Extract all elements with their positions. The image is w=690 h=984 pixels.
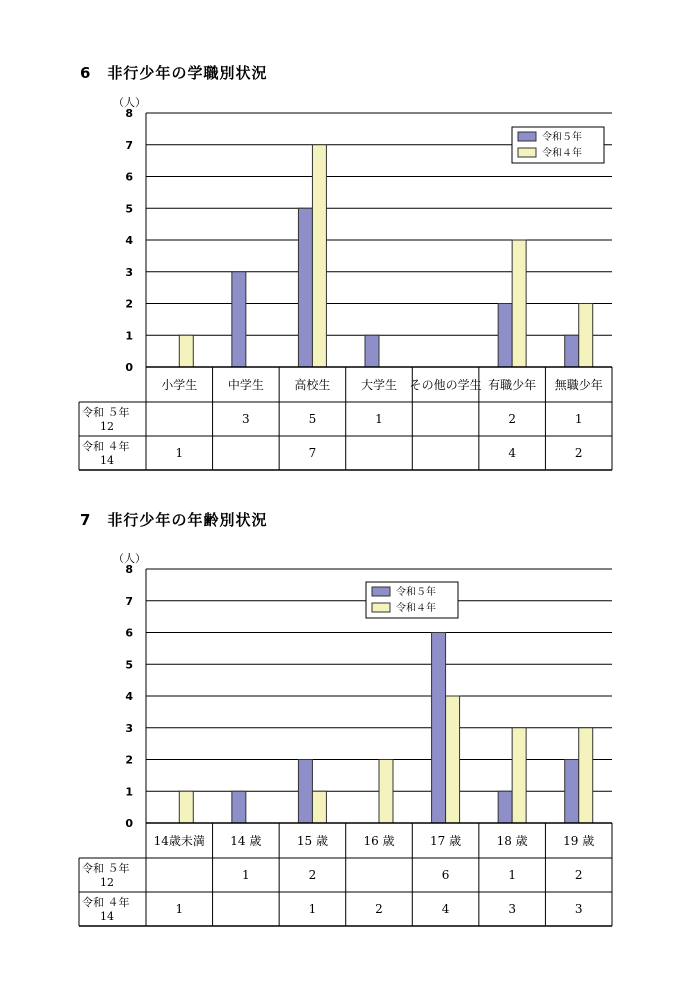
bar-series1 [232, 791, 246, 823]
bar-series2 [379, 760, 393, 824]
legend-swatch-series1 [372, 587, 390, 596]
y-tick-label: 2 [125, 753, 133, 767]
y-tick-label: 4 [125, 234, 133, 247]
category-label: 無職少年 [554, 378, 603, 392]
bar-series1 [565, 760, 579, 824]
table-cell-value: 2 [308, 868, 317, 882]
category-label: 14歳未満 [153, 834, 205, 848]
y-tick-label: 8 [125, 107, 133, 120]
table-cell-value: 1 [508, 868, 516, 882]
bar-series2 [579, 728, 593, 823]
legend-label-series2: 令和４年 [396, 603, 436, 614]
table-cell-value: 3 [574, 902, 583, 916]
row-label-year: 令和 ４年 [82, 896, 130, 909]
legend-label-series1: 令和５年 [542, 132, 582, 143]
row-label-total: 14 [100, 910, 114, 923]
table-cell-value: 1 [242, 868, 250, 882]
table-cell-value: 2 [508, 412, 516, 426]
category-label: その他の学生 [409, 378, 482, 392]
section-title-age: 7 非行少年の年齢別状況 [80, 511, 268, 529]
category-label: 15 歳 [296, 834, 328, 848]
row-label-year: 令和 ４年 [82, 440, 130, 453]
y-tick-label: 0 [125, 361, 133, 374]
y-tick-label: 0 [125, 817, 133, 830]
legend-label-series2: 令和４年 [542, 148, 582, 159]
y-tick-label: 3 [125, 721, 133, 735]
category-label: 19 歳 [563, 834, 595, 848]
category-label: 小学生 [161, 378, 198, 392]
y-tick-label: 6 [125, 170, 133, 184]
table-cell-value: 1 [308, 902, 317, 916]
bar-series2 [446, 696, 460, 823]
table-cell-value: 2 [574, 446, 583, 460]
legend-swatch-series2 [372, 603, 390, 612]
table-cell-value: 3 [508, 902, 516, 916]
category-label: 14 歳 [230, 834, 262, 848]
category-label: 17 歳 [430, 834, 462, 848]
category-label: 18 歳 [496, 834, 528, 848]
bar-series2 [179, 791, 193, 823]
table-cell-value: 3 [242, 412, 250, 426]
row-label-year: 令和 ５年 [82, 862, 130, 875]
row-label-total: 14 [100, 454, 114, 467]
y-tick-label: 7 [125, 594, 133, 608]
y-tick-label: 2 [125, 297, 133, 311]
y-tick-label: 5 [125, 202, 133, 216]
table-cell-value: 1 [375, 412, 383, 426]
bar-series1 [432, 633, 446, 824]
row-label-total: 12 [100, 876, 114, 889]
y-unit-label: （人） [113, 552, 146, 565]
category-label: 高校生 [294, 378, 331, 392]
table-cell-value: 1 [574, 412, 583, 426]
y-tick-label: 4 [125, 690, 133, 703]
y-tick-label: 8 [125, 563, 133, 576]
legend-label-series1: 令和５年 [396, 587, 436, 598]
section-title-occupation: 6 非行少年の学職別状況 [80, 64, 268, 82]
y-tick-label: 6 [125, 626, 133, 640]
category-label: 有職少年 [488, 378, 537, 392]
table-cell-value: 2 [375, 902, 383, 916]
category-label: 16 歳 [363, 834, 395, 848]
y-tick-label: 1 [125, 329, 133, 343]
bar-series2 [312, 791, 326, 823]
y-tick-label: 5 [125, 658, 133, 672]
category-label: 中学生 [227, 378, 264, 392]
row-label-year: 令和 ５年 [82, 406, 130, 419]
category-label: 大学生 [360, 378, 398, 392]
bar-series2 [512, 728, 526, 823]
table-cell-value: 4 [441, 902, 450, 916]
y-tick-label: 1 [125, 785, 133, 799]
table-cell-value: 4 [508, 446, 516, 460]
y-tick-label: 3 [125, 265, 133, 279]
table-cell-value: 6 [441, 868, 450, 882]
table-cell-value: 2 [574, 868, 583, 882]
y-unit-label: （人） [113, 96, 146, 109]
table-cell-value: 5 [308, 412, 317, 426]
table-cell-value: 7 [308, 446, 317, 460]
bar-series1 [498, 791, 512, 823]
y-tick-label: 7 [125, 138, 133, 152]
table-cell-value: 1 [175, 902, 184, 916]
row-label-total: 12 [100, 420, 114, 433]
bar-series1 [298, 760, 312, 824]
table-cell-value: 1 [175, 446, 184, 460]
